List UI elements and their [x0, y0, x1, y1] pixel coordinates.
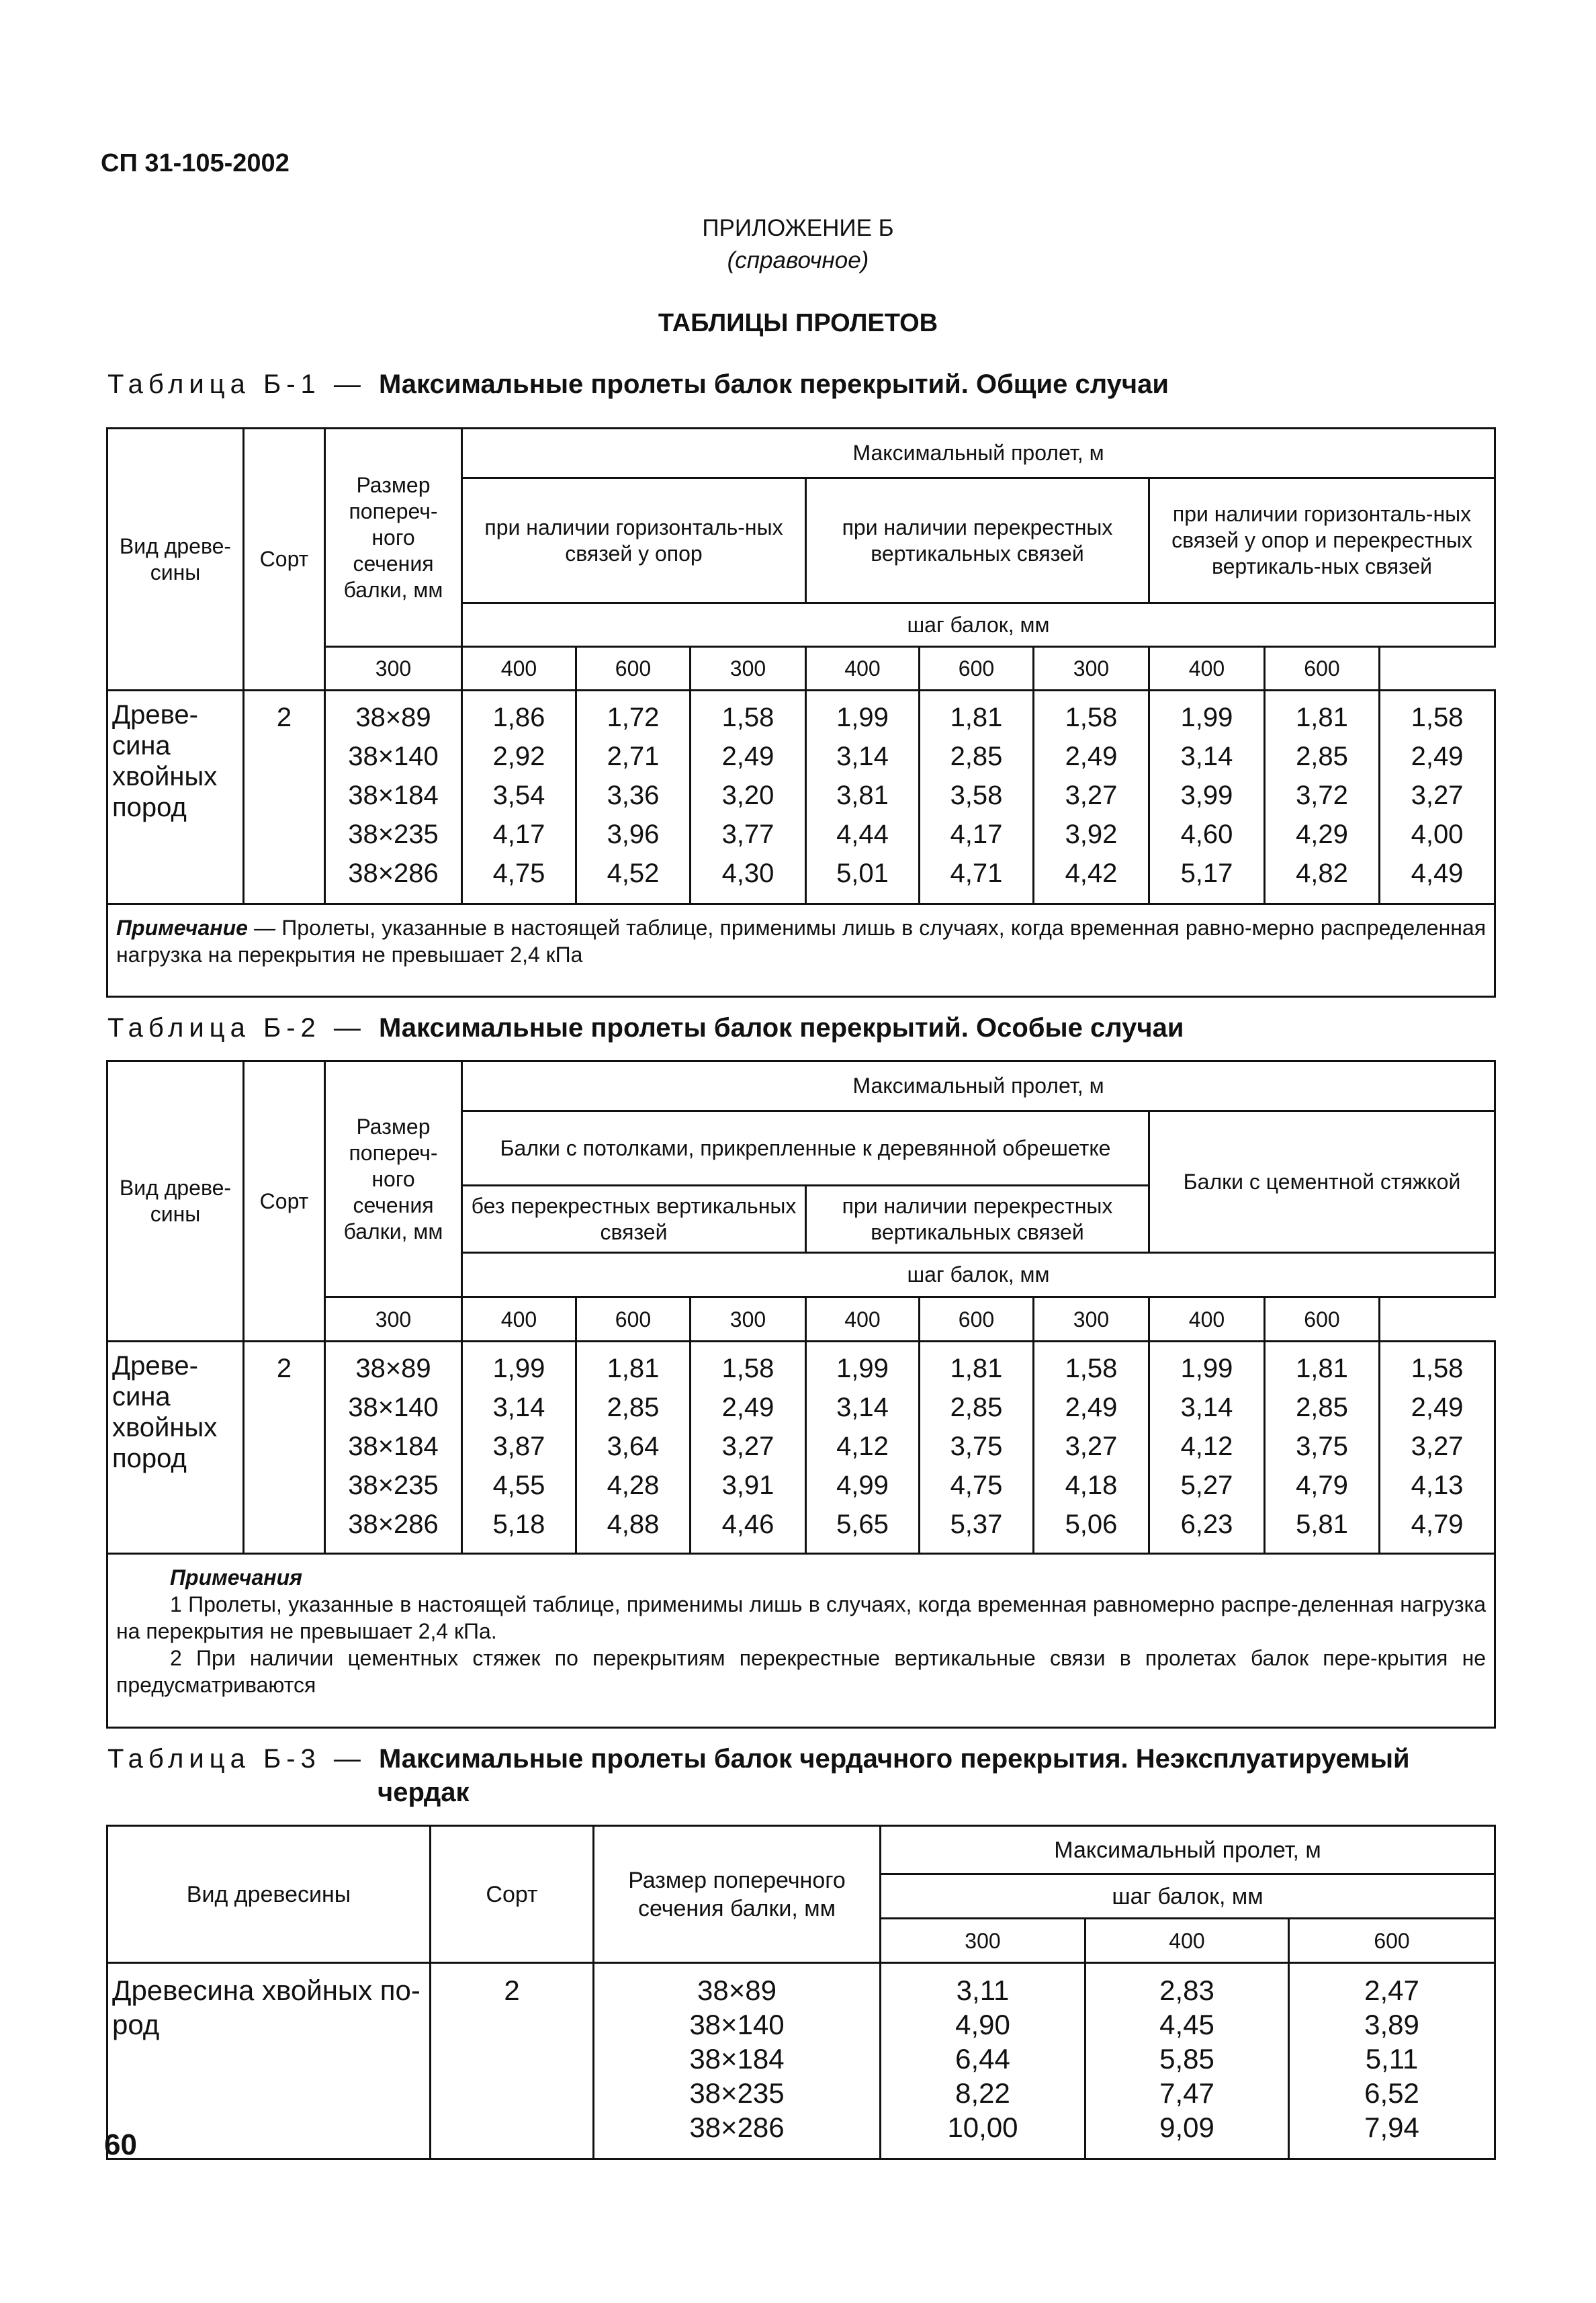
- page-number: 60: [104, 2128, 137, 2161]
- span-value: 3,75: [1296, 1432, 1348, 1461]
- col-group-cross-bracing: при наличии перекрестных вертикальных связей: [806, 478, 1149, 603]
- span-value: 3,27: [1065, 781, 1118, 810]
- span-value: 1,86: [492, 703, 545, 732]
- span-value: 1,81: [950, 1354, 1003, 1383]
- span-value: 3,81: [836, 781, 889, 810]
- col-header-size: Размер попереч-ного сечения балки, мм: [325, 1061, 462, 1297]
- size-value: 38×184: [689, 2043, 785, 2075]
- size-value: 38×286: [348, 859, 439, 888]
- span-value: 7,47: [1159, 2077, 1214, 2109]
- size-value: 38×184: [348, 781, 439, 810]
- span-value: 1,58: [1065, 703, 1118, 732]
- spacing-value: 300: [1034, 1297, 1149, 1342]
- span-value: 4,55: [492, 1471, 545, 1500]
- span-column: [920, 691, 1034, 904]
- span-value: 3,91: [721, 1471, 774, 1500]
- spacing-value: 300: [325, 1297, 462, 1342]
- note-body: — Пролеты, указанные в настоящей таблице, применимы лишь в случаях, когда временная равно-мерно распределенная нагрузка на перекрытия не превышает 2,4 кПа: [116, 916, 1487, 967]
- span-value: 1,99: [1180, 1354, 1233, 1383]
- span-column: [1265, 1342, 1380, 1554]
- span-value: 2,49: [1411, 742, 1464, 771]
- span-value: 4,88: [607, 1510, 660, 1539]
- span-value: 4,17: [492, 820, 545, 849]
- size-value: 38×89: [697, 1974, 777, 2006]
- span-value: 4,42: [1065, 859, 1118, 888]
- size-value: 38×235: [348, 1471, 439, 1500]
- spacing-value: 600: [1289, 1919, 1495, 1963]
- col-group-ceiling-beams: Балки с потолками, прикрепленные к деревянной обрешетке: [462, 1111, 1149, 1186]
- span-column: [1034, 1342, 1149, 1554]
- document-code: СП 31-105-2002: [101, 149, 290, 177]
- appendix-title: ПРИЛОЖЕНИЕ Б: [702, 215, 894, 241]
- span-value: 4,90: [955, 2009, 1010, 2040]
- span-value: 4,00: [1411, 820, 1464, 849]
- span-value: 9,09: [1159, 2112, 1214, 2143]
- spacing-value: 300: [691, 1297, 806, 1342]
- span-value: 5,27: [1180, 1471, 1233, 1500]
- span-value: 3,14: [836, 742, 889, 771]
- table-b2: [106, 1060, 1496, 1729]
- span-column: [1149, 1342, 1265, 1554]
- notes-heading: [116, 1564, 1486, 1591]
- col-header-spacing: шаг балок, мм: [462, 1253, 1495, 1297]
- span-value: 3,14: [1180, 1393, 1233, 1422]
- table-b3-caption: [107, 1742, 1410, 1809]
- size-value: 38×286: [348, 1510, 439, 1539]
- span-column: [1149, 691, 1265, 904]
- span-value: 2,71: [607, 742, 660, 771]
- span-value: 5,85: [1159, 2043, 1214, 2075]
- span-value: 1,58: [1411, 703, 1464, 732]
- span-value: 1,81: [950, 703, 1003, 732]
- span-value: 3,89: [1364, 2009, 1419, 2040]
- span-value: 6,23: [1180, 1510, 1233, 1539]
- span-value: 5,01: [836, 859, 889, 888]
- spacing-value: 400: [806, 1297, 920, 1342]
- span-value: 2,83: [1159, 1974, 1214, 2006]
- table-notes: [107, 1554, 1495, 1728]
- spacing-value: 400: [1149, 1297, 1265, 1342]
- span-value: 1,81: [1296, 1354, 1348, 1383]
- span-value: 3,72: [1296, 781, 1348, 810]
- span-value: 3,92: [1065, 820, 1118, 849]
- span-value: 4,44: [836, 820, 889, 849]
- span-column: [691, 1342, 806, 1554]
- span-column: [462, 691, 576, 904]
- span-value: 2,49: [1065, 1393, 1118, 1422]
- span-value: 2,85: [950, 1393, 1003, 1422]
- col-header-max-span: Максимальный пролет, м: [881, 1826, 1495, 1874]
- table-b2-caption-label: Таблица Б-2 —: [107, 1013, 379, 1043]
- col-header-grade: Сорт: [244, 429, 325, 691]
- span-value: 2,47: [1364, 1974, 1419, 2006]
- span-value: 3,14: [492, 1393, 545, 1422]
- span-value: 5,65: [836, 1510, 889, 1539]
- span-column: [806, 1342, 920, 1554]
- note-item: 2 При наличии цементных стяжек по перекрытиям перекрестные вертикальные связи в пролетах балок пере-крытия не предусматриваются: [116, 1646, 1487, 1697]
- grade-value: 2: [431, 1963, 594, 2159]
- table-b1: [106, 427, 1496, 998]
- table-b1-caption-text: Максимальные пролеты балок перекрытий. Общие случаи: [379, 370, 1169, 399]
- span-value: 4,79: [1411, 1510, 1464, 1539]
- wood-type: Древесина хвойных по-род: [107, 1963, 431, 2159]
- span-value: 4,82: [1296, 859, 1348, 888]
- col-header-max-span: Максимальный пролет, м: [462, 429, 1495, 478]
- spacing-value: 300: [881, 1919, 1085, 1963]
- span-value: 1,58: [721, 703, 774, 732]
- note-label: Примечание: [116, 916, 248, 940]
- table-row: [107, 691, 1495, 904]
- table-b3-caption-text: Максимальные пролеты балок чердачного перекрытия. Неэксплуатируемый: [379, 1744, 1410, 1774]
- span-value: 1,58: [1411, 1354, 1464, 1383]
- table-note: [107, 904, 1495, 997]
- spacing-value: 400: [806, 647, 920, 691]
- col-header-spacing: шаг балок, мм: [462, 603, 1495, 647]
- span-value: 3,36: [607, 781, 660, 810]
- span-value: 4,71: [950, 859, 1003, 888]
- span-value: 3,54: [492, 781, 545, 810]
- span-value: 3,20: [721, 781, 774, 810]
- span-value: 4,79: [1296, 1471, 1348, 1500]
- span-column: [462, 1342, 576, 1554]
- table-row: [107, 1342, 1495, 1554]
- span-value: 1,99: [836, 1354, 889, 1383]
- span-value: 2,49: [1065, 742, 1118, 771]
- span-value: 4,52: [607, 859, 660, 888]
- table-b3-caption-label: Таблица Б-3 —: [107, 1744, 379, 1774]
- span-column: [1289, 1963, 1495, 2159]
- span-value: 3,14: [1180, 742, 1233, 771]
- span-value: 4,75: [492, 859, 545, 888]
- span-value: 5,06: [1065, 1510, 1118, 1539]
- span-column: [806, 691, 920, 904]
- col-header-size: Размер попереч-ного сечения балки, мм: [325, 429, 462, 647]
- span-value: 4,28: [607, 1471, 660, 1500]
- span-value: 1,58: [721, 1354, 774, 1383]
- span-value: 4,29: [1296, 820, 1348, 849]
- table-note-text: [116, 914, 1486, 968]
- span-column: [691, 691, 806, 904]
- span-value: 1,99: [836, 703, 889, 732]
- span-value: 3,99: [1180, 781, 1233, 810]
- span-value: 4,12: [1180, 1432, 1233, 1461]
- spacing-value: 600: [1265, 1297, 1380, 1342]
- span-value: 8,22: [955, 2077, 1010, 2109]
- wood-type: Древе-сина хвойных пород: [107, 691, 244, 904]
- span-value: 10,00: [947, 2112, 1018, 2143]
- size-value: 38×235: [348, 820, 439, 849]
- col-group-screed-beams: Балки с цементной стяжкой: [1149, 1111, 1495, 1253]
- span-column: [1034, 691, 1149, 904]
- table-b3: [106, 1825, 1496, 2160]
- grade-value: 2: [244, 691, 325, 904]
- spacing-value: 600: [920, 1297, 1034, 1342]
- span-value: 2,92: [492, 742, 545, 771]
- size-value: 38×235: [689, 2077, 785, 2109]
- span-value: 3,96: [607, 820, 660, 849]
- span-column: [576, 691, 691, 904]
- span-value: 3,11: [956, 1974, 1010, 2006]
- span-value: 2,49: [721, 742, 774, 771]
- span-value: 1,81: [1296, 703, 1348, 732]
- span-value: 1,99: [1180, 703, 1233, 732]
- note-item: 1 Пролеты, указанные в настоящей таблице, применимы лишь в случаях, когда временная равномерно распре-деленная нагрузка на перекрытия не превышает 2,4 кПа.: [116, 1592, 1487, 1643]
- span-value: 4,17: [950, 820, 1003, 849]
- spacing-value: 400: [1149, 647, 1265, 691]
- size-value: 38×140: [689, 2009, 785, 2040]
- table-note-row: [107, 1554, 1495, 1728]
- span-value: 3,75: [950, 1432, 1003, 1461]
- size-value: 38×89: [355, 1354, 431, 1383]
- col-header-spacing: шаг балок, мм: [881, 1874, 1495, 1919]
- span-value: 3,77: [721, 820, 774, 849]
- col-header-wood: Вид древесины: [107, 1826, 431, 1963]
- span-value: 3,27: [1065, 1432, 1118, 1461]
- span-value: 5,11: [1365, 2043, 1419, 2075]
- spacing-value: 300: [1034, 647, 1149, 691]
- spacing-value: 400: [462, 1297, 576, 1342]
- span-value: 1,81: [607, 1354, 660, 1383]
- table-row: [107, 1963, 1495, 2159]
- spacing-value: 600: [576, 647, 691, 691]
- col-subgroup-with-bracing: при наличии перекрестных вертикальных связей: [806, 1186, 1149, 1253]
- span-column: [1380, 1342, 1495, 1554]
- notes-label: Примечания: [170, 1565, 302, 1590]
- size-value: 38×140: [348, 1393, 439, 1422]
- section-title: ТАБЛИЦЫ ПРОЛЕТОВ: [658, 309, 938, 337]
- spacing-value: 300: [325, 647, 462, 691]
- span-value: 4,13: [1411, 1471, 1464, 1500]
- span-value: 3,87: [492, 1432, 545, 1461]
- span-column: [576, 1342, 691, 1554]
- spacing-value: 600: [576, 1297, 691, 1342]
- span-value: 3,58: [950, 781, 1003, 810]
- col-header-wood: Вид древе-сины: [107, 1061, 244, 1342]
- spacing-value: 600: [1265, 647, 1380, 691]
- col-header-size: Размер поперечного сечения балки, мм: [594, 1826, 881, 1963]
- span-value: 3,27: [1411, 1432, 1464, 1461]
- span-value: 5,18: [492, 1510, 545, 1539]
- appendix-subtitle: (справочное): [727, 247, 869, 273]
- grade-value: 2: [244, 1342, 325, 1554]
- span-value: 7,94: [1364, 2112, 1419, 2143]
- col-subgroup-without-bracing: без перекрестных вертикальных связей: [462, 1186, 806, 1253]
- span-value: 3,64: [607, 1432, 660, 1461]
- span-value: 2,85: [950, 742, 1003, 771]
- span-value: 4,46: [721, 1510, 774, 1539]
- size-value: 38×184: [348, 1432, 439, 1461]
- appendix-heading: [0, 212, 1596, 277]
- span-value: 4,60: [1180, 820, 1233, 849]
- span-column: [920, 1342, 1034, 1554]
- col-header-wood: Вид древе-сины: [107, 429, 244, 691]
- span-column: [881, 1963, 1085, 2159]
- size-column: [325, 691, 462, 904]
- span-value: 3,14: [836, 1393, 889, 1422]
- span-value: 3,27: [721, 1432, 774, 1461]
- span-value: 4,45: [1159, 2009, 1214, 2040]
- span-value: 1,58: [1065, 1354, 1118, 1383]
- size-column: [594, 1963, 881, 2159]
- span-value: 4,99: [836, 1471, 889, 1500]
- span-column: [1380, 691, 1495, 904]
- spacing-value: 400: [1085, 1919, 1289, 1963]
- span-value: 6,44: [955, 2043, 1010, 2075]
- spacing-value: 600: [920, 647, 1034, 691]
- table-b2-caption: [107, 1011, 1184, 1045]
- col-header-grade: Сорт: [244, 1061, 325, 1342]
- wood-type: Древе-сина хвойных пород: [107, 1342, 244, 1554]
- size-value: 38×140: [348, 742, 439, 771]
- size-value: 38×89: [355, 703, 431, 732]
- col-group-both: при наличии горизонталь-ных связей у опор и перекрестных вертикаль-ных связей: [1149, 478, 1495, 603]
- span-value: 5,37: [950, 1510, 1003, 1539]
- size-column: [325, 1342, 462, 1554]
- span-value: 2,49: [1411, 1393, 1464, 1422]
- span-value: 4,49: [1411, 859, 1464, 888]
- span-value: 5,81: [1296, 1510, 1348, 1539]
- col-header-max-span: Максимальный пролет, м: [462, 1061, 1495, 1111]
- table-b2-caption-text: Максимальные пролеты балок перекрытий. Особые случаи: [379, 1013, 1184, 1043]
- span-value: 2,85: [1296, 742, 1348, 771]
- span-value: 4,30: [721, 859, 774, 888]
- table-b1-caption: [107, 367, 1169, 401]
- col-group-horizontal-ties: при наличии горизонталь-ных связей у опор: [462, 478, 806, 603]
- span-column: [1085, 1963, 1289, 2159]
- span-column: [1265, 691, 1380, 904]
- span-value: 2,49: [721, 1393, 774, 1422]
- span-value: 1,72: [607, 703, 660, 732]
- span-value: 2,85: [1296, 1393, 1348, 1422]
- span-value: 4,18: [1065, 1471, 1118, 1500]
- span-value: 1,99: [492, 1354, 545, 1383]
- span-value: 6,52: [1364, 2077, 1419, 2109]
- col-header-grade: Сорт: [431, 1826, 594, 1963]
- spacing-value: 400: [462, 647, 576, 691]
- spacing-value: 300: [691, 647, 806, 691]
- table-b3-caption-continuation: чердак: [378, 1778, 470, 1807]
- table-note-row: [107, 904, 1495, 997]
- span-value: 4,12: [836, 1432, 889, 1461]
- span-value: 2,85: [607, 1393, 660, 1422]
- table-b1-caption-label: Таблица Б-1 —: [107, 370, 379, 399]
- size-value: 38×286: [689, 2112, 785, 2143]
- span-value: 3,27: [1411, 781, 1464, 810]
- span-value: 5,17: [1180, 859, 1233, 888]
- span-value: 4,75: [950, 1471, 1003, 1500]
